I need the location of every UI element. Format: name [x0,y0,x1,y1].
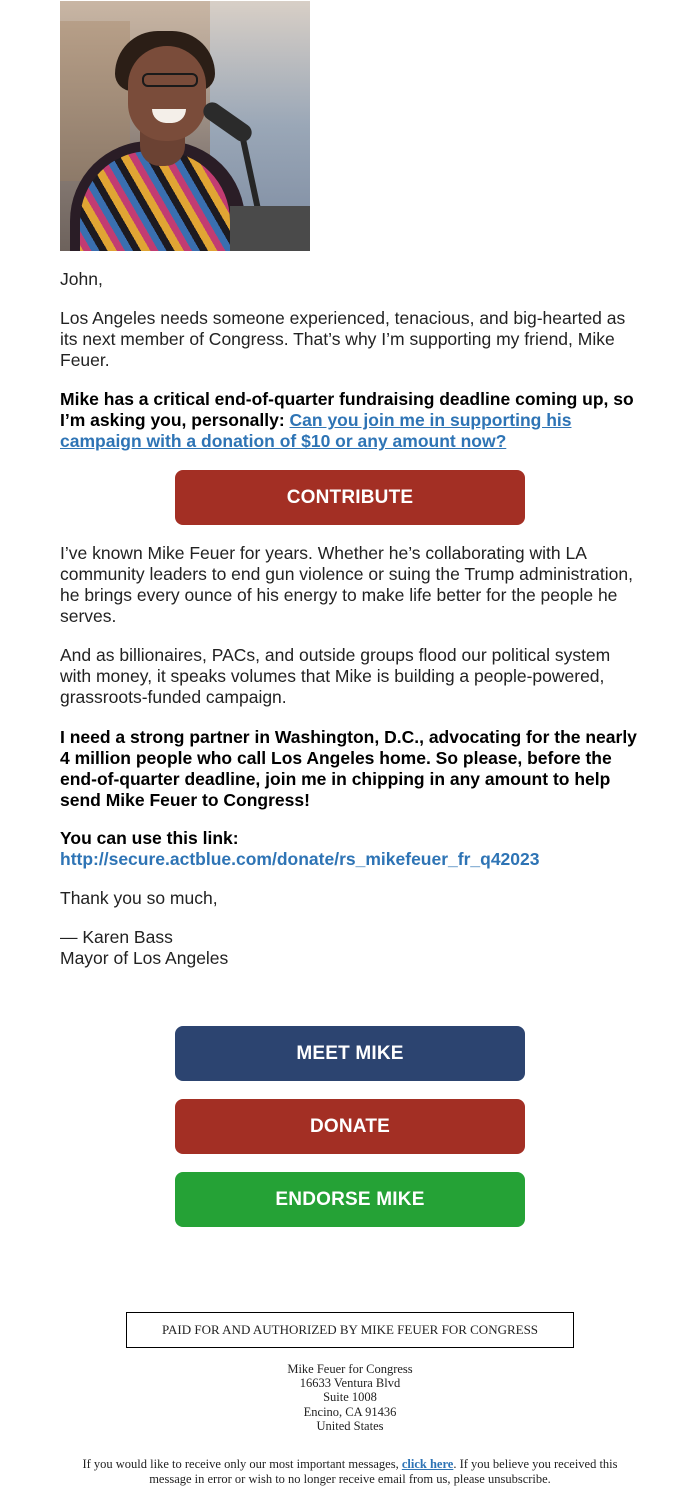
address-line: Mike Feuer for Congress [287,1362,413,1376]
signature-name: — Karen Bass [60,927,173,947]
paragraph-grassroots: And as billionaires, PACs, and outside groups flood our political system with money, it speaks volumes that Mike is building a people-powered, grassroots-funded campaign. [60,645,611,707]
actblue-donation-link[interactable]: http://secure.actblue.com/donate/rs_mikefeuer_fr_q42023 [60,849,540,869]
paragraph-strong-partner: I need a strong partner in Washington, D.C., advocating for the nearly 4 million people who call Los Angeles home. So please, before the end-of-quarter deadline, join me in chipping in any amount to help send Mike Feuer to Congress! [60,727,637,810]
footer-text-before: If you would like to receive only our most important messages, [82,1457,399,1471]
paragraph-intro: Los Angeles needs someone experienced, tenacious, and big-hearted as its next member of Congress. That’s why I’m supporting my friend, Mike Feuer. [60,308,626,370]
donate-button[interactable]: DONATE [175,1099,525,1154]
address-line: Encino, CA 91436 [303,1404,397,1419]
endorse-mike-button[interactable]: ENDORSE MIKE [175,1172,525,1227]
ask-bold-text: Mike has a critical end-of-quarter fundraising deadline coming up, so I’m asking you, personally: [60,389,634,430]
important-messages-link[interactable]: click here [401,1457,454,1471]
paragraph-ask [60,389,640,452]
signature [60,927,640,969]
address-line: Suite 1008 [323,1390,377,1405]
greeting: John, [60,269,103,289]
signature-title: Mayor of Los Angeles [60,948,229,968]
karen-bass-photo [60,1,310,251]
address-line: 16633 Ventura Blvd [299,1376,401,1391]
link-label: You can use this link: [60,828,239,848]
meet-mike-button[interactable]: MEET MIKE [175,1026,525,1081]
address-line: United States [316,1418,384,1433]
paragraph-about-mike: I’ve known Mike Feuer for years. Whether he’s collaborating with LA community leaders to end gun violence or suing the Trump administration, he brings every ounce of his energy to make life better for the people he serves. [60,543,633,626]
footer-text-after: . If you believe you received this message in error or wish to no longer receive email from us, please unsubscribe. [149,1457,618,1486]
closing: Thank you so much, [60,888,218,908]
link-section [60,828,640,870]
unsubscribe-footer [80,1457,620,1486]
donation-ask-link[interactable]: Can you join me in supporting his campaign with a donation of $10 or any amount now? [60,410,572,451]
contribute-button[interactable]: CONTRIBUTE [175,470,525,525]
mailing-address [200,1362,500,1433]
paid-for-disclaimer: PAID FOR AND AUTHORIZED BY MIKE FEUER FOR CONGRESS [126,1312,574,1348]
